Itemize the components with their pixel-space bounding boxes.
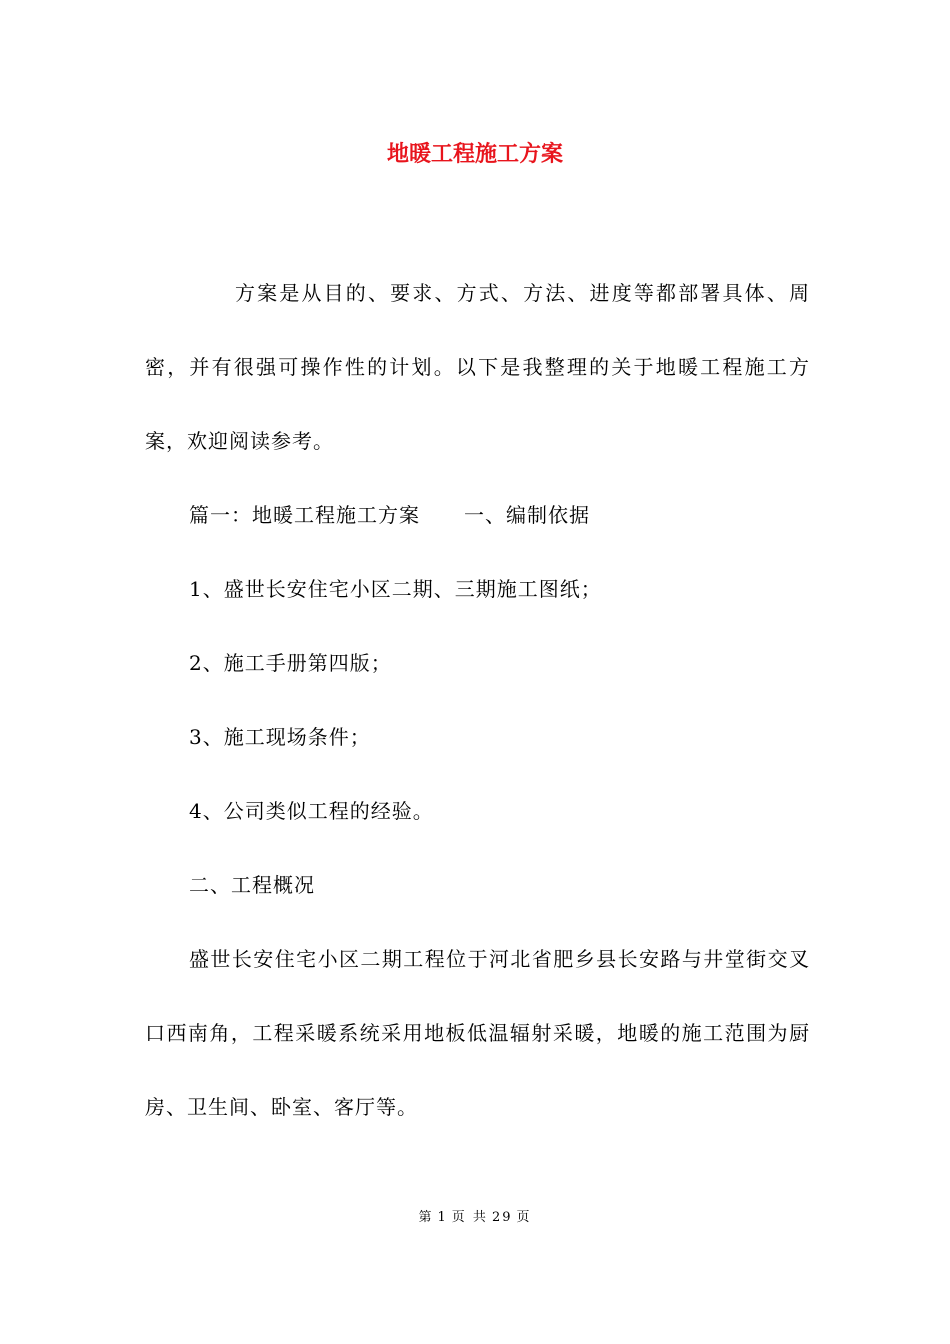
document-title: 地暖工程施工方案 — [386, 141, 563, 167]
section-heading-overview: 二、工程概况 — [189, 873, 315, 897]
section-heading-basis: 一、编制依据 — [464, 503, 590, 527]
chapter-line — [145, 478, 810, 552]
footer-total-pages: 29 — [491, 1210, 513, 1225]
list-item: 3、施工现场条件； — [189, 725, 371, 749]
footer-middle: 页 共 — [451, 1210, 488, 1225]
list-item: 1、盛世长安住宅小区二期、三期施工图纸； — [189, 577, 602, 601]
intro-paragraph: 方案是从目的、要求、方式、方法、进度等都部署具体、周密，并有很强可操作性的计划。以下是我整理的关于地暖工程施工方案，欢迎阅读参考。 — [145, 281, 810, 453]
footer-prefix: 第 — [418, 1210, 434, 1225]
list-item: 2、施工手册第四版； — [189, 651, 392, 675]
overview-paragraph: 盛世长安住宅小区二期工程位于河北省肥乡县长安路与井堂街交叉口西南角，工程采暖系统采用地板低温辐射采暖，地暖的施工范围为厨房、卫生间、卧室、客厅等。 — [145, 947, 810, 1119]
list-item: 4、公司类似工程的经验。 — [189, 799, 434, 823]
chapter-label: 篇一：地暖工程施工方案 — [189, 503, 420, 527]
document-body — [145, 256, 810, 1144]
footer-suffix: 页 — [516, 1210, 532, 1225]
page-footer — [0, 1208, 950, 1228]
footer-current-page: 1 — [437, 1210, 448, 1225]
